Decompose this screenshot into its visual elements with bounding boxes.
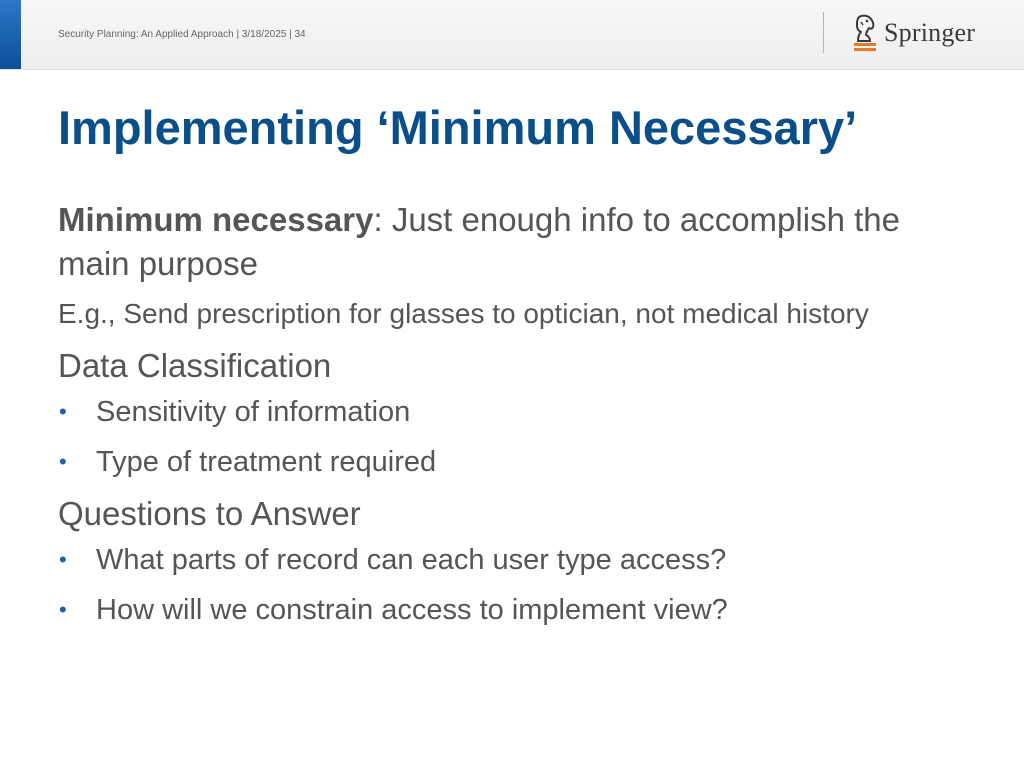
bullet-icon: •: [59, 399, 67, 424]
list-item: [58, 394, 978, 430]
bullet-text: Type of treatment required: [96, 446, 437, 478]
list-item: [58, 444, 978, 480]
slide-body: [58, 198, 978, 642]
bullet-icon: •: [59, 547, 67, 572]
footer-text: Security Planning: An Applied Approach | 3/18/2025 | 34: [58, 29, 306, 40]
bullet-list-questions: [58, 542, 978, 628]
bullet-text: What parts of record can each user type access?: [96, 544, 727, 576]
bullet-text: Sensitivity of information: [96, 396, 411, 428]
bullet-icon: •: [59, 597, 67, 622]
bullet-list-data-classification: [58, 394, 978, 480]
definition-separator: :: [373, 201, 392, 238]
example-text: E.g., Send prescription for glasses to optician, not medical history: [58, 298, 869, 329]
definition-paragraph: [58, 198, 978, 286]
definition-text: Just enough info to accomplish the main purpose: [58, 201, 900, 282]
bullet-icon: •: [59, 449, 67, 474]
slide-title: Implementing ‘Minimum Necessary’: [58, 101, 858, 154]
logo-text: Springer: [884, 18, 976, 47]
list-item: [58, 542, 978, 578]
list-item: [58, 592, 978, 628]
springer-horse-icon: [850, 14, 880, 52]
springer-logo: [850, 13, 975, 53]
logo-divider: [823, 12, 824, 53]
section-heading-data-classification: Data Classification: [58, 347, 332, 384]
definition-term: Minimum necessary: [58, 201, 374, 238]
bullet-text: How will we constrain access to implement view?: [96, 594, 728, 626]
accent-strip: [0, 0, 21, 69]
section-heading-questions: Questions to Answer: [58, 495, 361, 532]
